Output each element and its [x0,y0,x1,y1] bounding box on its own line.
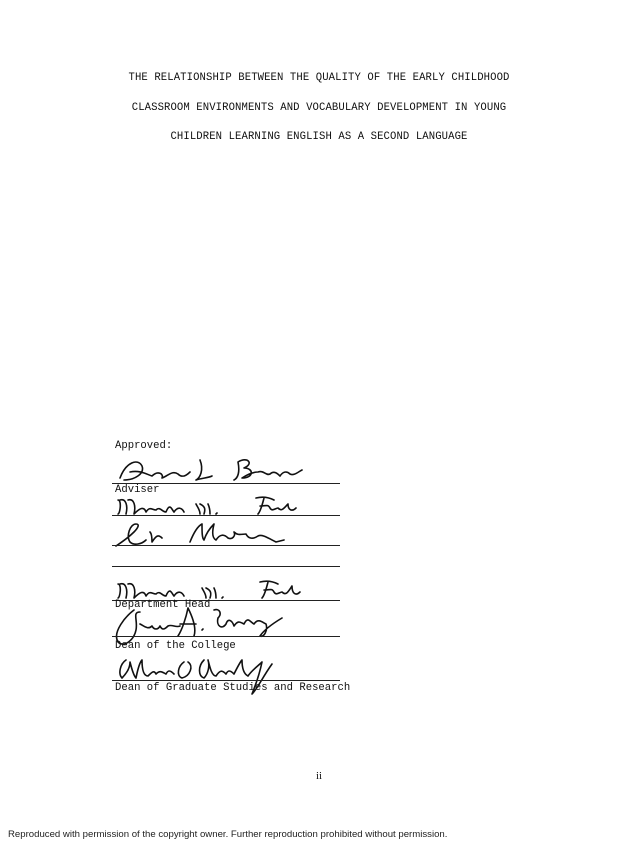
adviser-signature [112,452,312,486]
dean-college-label: Dean of the College [115,640,236,652]
title-line-1: THE RELATIONSHIP BETWEEN THE QUALITY OF THE EARLY CHILDHOOD [128,72,510,84]
dean-graduate-label: Dean of Graduate Studies and Research [115,682,351,694]
title-line-2: CLASSROOM ENVIRONMENTS AND VOCABULARY DEVELOPMENT IN YOUNG [131,102,507,114]
copyright-footer: Reproduced with permission of the copyright owner. Further reproduction prohibited without permission. [8,829,448,840]
department-head-label: Department Head [115,599,211,611]
approved-label: Approved: [115,440,173,452]
committee-line-1 [112,515,340,516]
committee-signature-2 [112,518,312,548]
committee-line-3 [112,566,340,567]
title-line-3: CHILDREN LEARNING ENGLISH AS A SECOND LANGUAGE [170,131,468,143]
adviser-label: Adviser [115,484,160,496]
committee-line-2 [112,545,340,546]
page-number: ii [315,770,323,782]
dean-college-line [112,636,340,637]
dean-graduate-line [112,680,340,681]
